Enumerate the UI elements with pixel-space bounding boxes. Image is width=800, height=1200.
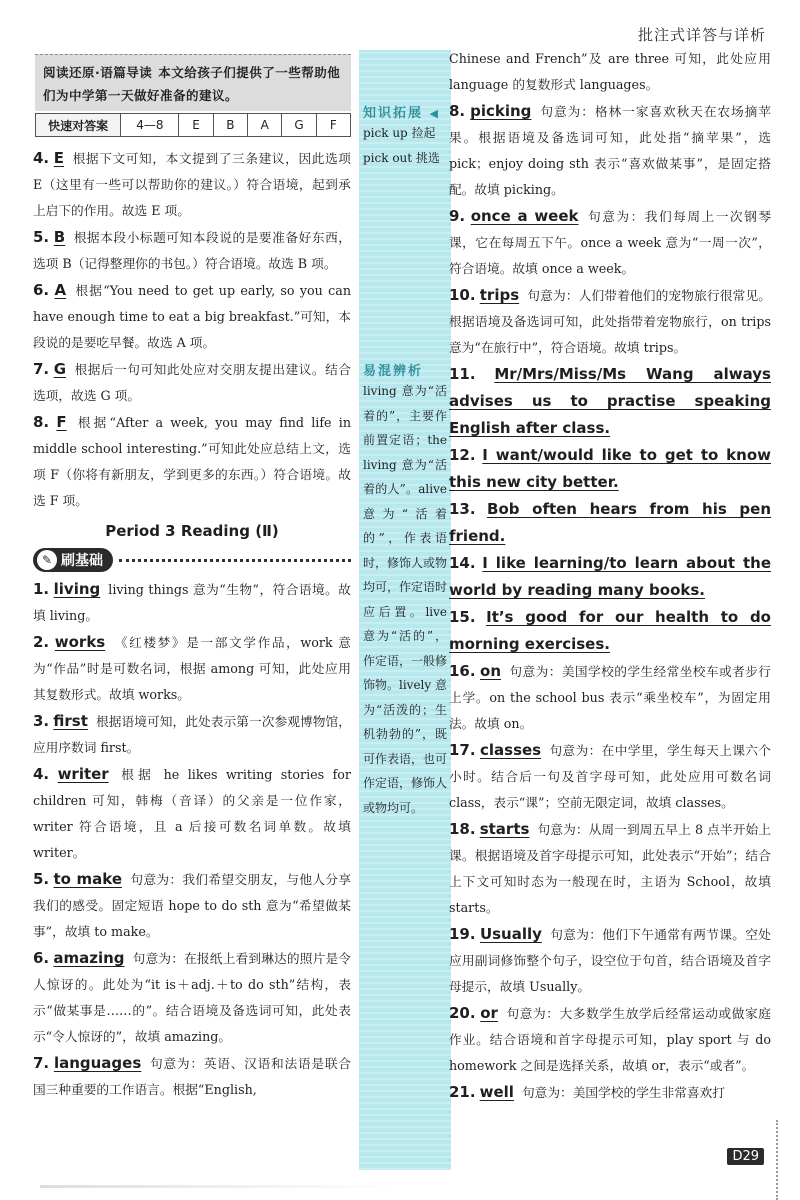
answer-word: G [53, 360, 66, 378]
quick-answer-table [35, 113, 351, 137]
explanation-text: 句意为：我们希望交朋友，与他人分享我们的感受。固定短语 hope to do sth 意为“希望做某事”，故填 to make。 [33, 872, 352, 939]
answer-word: trips [479, 286, 520, 304]
item-number: 14. [449, 554, 476, 572]
answer-item [33, 356, 351, 409]
item-number: 18. [449, 820, 476, 838]
answer-item [449, 816, 771, 921]
explanation-text: 根据下文可知，本文提到了三条建议，因此选项 E（这里有一些可以帮助你的建议。）符合语境，起到承上启下的作用。故选 E 项。 [33, 151, 351, 218]
page-header-title: 批注式详答与详析 [637, 26, 766, 44]
answer-item [33, 576, 351, 629]
explanation-text: 根据“You need to get up early, so you can have enough time to eat a big breakfast.”可知，本段说的是要吃早餐。故选 A 项。 [33, 283, 351, 350]
explanation-text: 根据本段小标题可知本段说的是要准备好东西，选项 B（记得整理你的书包。）符合语境。故选 B 项。 [33, 230, 351, 271]
intro-text: 本文给孩子们提供了一些帮助他们为中学第一天做好准备的建议。 [43, 65, 341, 103]
answer-item [449, 282, 771, 361]
answer-item [33, 708, 351, 761]
answer-word: writer [57, 765, 109, 783]
item-number: 1. [33, 580, 50, 598]
arrow-left-icon: ◀ [429, 107, 441, 120]
explanation-text: 根据后一句可知此处应对交朋友提出建议。结合选项，故选 G 项。 [33, 362, 351, 403]
explanation-text: 根据语境可知，此处表示第一次参观博物馆，应用序数词 first。 [33, 714, 351, 755]
answer-word: E [53, 149, 65, 167]
sentence-item [449, 604, 771, 658]
answer-item [33, 145, 351, 224]
item-number: 3. [33, 712, 50, 730]
section-badge [33, 548, 351, 572]
quick-answer-range: 4—8 [121, 114, 179, 137]
sentence-item [449, 442, 771, 496]
answer-sentence: Mr/Mrs/Miss/Ms Wang always advises us to practise speaking English after class. [449, 365, 771, 437]
answer-item [33, 945, 351, 1050]
left-column [33, 54, 351, 1103]
item-number: 11. [449, 365, 476, 383]
explanation-text: 句意为：人们带着他们的宠物旅行很常见。根据语境及备选词可知，此处指带着宠物旅行，on trips 意为“在旅行中”，符合语境。故填 trips。 [449, 288, 771, 355]
explanation-text: 句意为：我们每周上一次钢琴课，它在每周五下午。once a week 意为“一周一次”，符合语境。故填 once a week。 [449, 209, 772, 276]
item-number: 17. [449, 741, 476, 759]
quick-answer-cell: A [248, 114, 282, 137]
answer-word: B [53, 228, 66, 246]
quick-answer-cell: E [179, 114, 213, 137]
answer-word: A [54, 281, 67, 299]
answer-list-reading [33, 145, 351, 514]
item-number: 4. [33, 765, 50, 783]
explanation-text: living things 意为“生物”，符合语境。故填 living。 [33, 582, 351, 623]
answer-sentence: I want/would like to get to know this new city better. [449, 446, 771, 491]
knowledge-extension-text [359, 121, 451, 170]
answer-word: works [54, 633, 106, 651]
answer-word: living [53, 580, 101, 598]
explanation-text: 句意为：美国学校的学生经常坐校车或者步行上学。on the school bus 表示“乘坐校车”，为固定用法。故填 on。 [449, 664, 771, 731]
explanation-text: 句意为：从周一到周五早上 8 点半开始上课。根据语境及首字母提示可知，此处表示“开始”；结合上下文可知时态为一般现在时，主语为 School，故填 starts。 [449, 822, 771, 915]
answer-item [449, 658, 771, 737]
answer-item [33, 761, 351, 866]
dotted-divider [119, 559, 351, 562]
answer-list-right-bottom [449, 658, 771, 1106]
quick-answer-label: 快速对答案 [36, 114, 121, 137]
explanation-text: 根据“After a week, you may find life in middle school interesting.”可知此处应总结上文，选项 F（你将有新朋友，学到更多的东西。）符合语境。故选 F 项。 [33, 415, 351, 508]
item-number: 13. [449, 500, 476, 518]
answer-sentence: Bob often hears from his pen friend. [449, 500, 771, 545]
answer-item [33, 629, 351, 708]
answer-item [449, 1079, 771, 1106]
answer-item [33, 1050, 351, 1103]
answer-item [449, 46, 771, 98]
answer-word: Usually [479, 925, 542, 943]
explanation-text: 句意为：格林一家喜欢秋天在农场摘苹果。根据语境及备选词可知，此处指“摘苹果”，选 pick；enjoy doing sth 表示“喜欢做某事”，是固定搭配。故填 picking。 [449, 104, 771, 197]
answer-word: first [53, 712, 88, 730]
explanation-text: 句意为：在报纸上看到琳达的照片是令人惊讶的。此处为“it is＋adj.＋to do sth”结构，表示“做某事是……的”。结合语境及备选词可知，此处表示“令人惊讶的”，故填 amazing。 [33, 951, 351, 1044]
answer-word: classes [479, 741, 542, 759]
page-number: D29 [727, 1148, 764, 1165]
answer-word: F [56, 413, 67, 431]
explanation-text: 句意为：在中学里，学生每天上课六个小时。结合后一句及首字母可知，此处应用可数名词 class，表示“课”；空前无限定词，故填 classes。 [449, 743, 771, 810]
sentence-item [449, 361, 771, 442]
quick-answer-cell: G [282, 114, 316, 137]
sentence-item [449, 496, 771, 550]
answer-word: well [479, 1083, 514, 1101]
knowledge-line: pick out 挑选 [363, 150, 440, 165]
period-title: Period 3 Reading (Ⅱ) [105, 522, 279, 540]
item-number: 5. [33, 870, 50, 888]
answer-item [449, 737, 771, 816]
answer-word: to make [53, 870, 123, 888]
confusion-analysis-text: living 意为“活着的”，主要作前置定语；the living 意为“活着的人”。alive 意为“活着的”，作表语时，修饰人或物均可，作定语时应后置。live 意为“活的”，作定语，一般修饰物。lively 意为“活泼的；生机勃勃的”，既可作表语，也可作定语，修饰人或物均可。 [363, 384, 448, 815]
answer-word: once a week [470, 207, 579, 225]
answer-list-right-top [449, 46, 771, 361]
answer-item [33, 224, 351, 277]
sentence-answers [449, 361, 771, 658]
explanation-text: 《红楼梦》是一部文学作品，work 意为“作品”时是可数名词，根据 among 可知，此处应用其复数形式。故填 works。 [33, 635, 351, 702]
answer-sentence: It’s good for our health to do morning exercises. [449, 608, 771, 653]
item-number: 2. [33, 633, 50, 651]
explanation-text: 根据 he likes writing stories for children 可知，韩梅（音译）的父亲是一位作家，writer 符合语境，且 a 后接可数名词单数。故填 writer。 [33, 767, 351, 860]
explanation-text: 句意为：英语、汉语和法语是联合国三种重要的工作语言。根据“English, [33, 1056, 351, 1097]
section-badge-pill [33, 548, 113, 572]
answer-item [449, 203, 771, 282]
item-number: 8. [449, 102, 466, 120]
item-number: 15. [449, 608, 476, 626]
explanation-text: Chinese and French”及 are three 可知，此处应用 language 的复数形式 languages。 [449, 51, 771, 92]
answer-item [449, 1000, 771, 1079]
annotation-sidebar [359, 50, 451, 1170]
answer-sentence: I like learning/to learn about the world by reading many books. [449, 554, 771, 599]
answer-item [449, 98, 771, 203]
item-number: 10. [449, 286, 476, 304]
item-number: 6. [33, 281, 50, 299]
explanation-text: 句意为：美国学校的学生非常喜欢打 [521, 1085, 725, 1100]
answer-word: languages [53, 1054, 142, 1072]
sentence-item [449, 550, 771, 604]
answer-word: starts [479, 820, 530, 838]
answer-word: amazing [53, 949, 125, 967]
item-number: 5. [33, 228, 50, 246]
explanation-text: 句意为：大多数学生放学后经常运动或做家庭作业。结合语境和首字母提示可知，play sport 与 do homework 之间是选择关系，故填 or，表示“或者”。 [449, 1006, 771, 1073]
pencil-icon: ✎ [37, 550, 57, 570]
answer-word: or [480, 1004, 498, 1022]
confusion-analysis-heading: 易混辨析 [363, 364, 424, 379]
answer-list-basics [33, 576, 351, 1103]
knowledge-line: pick up 捡起 [363, 126, 436, 140]
item-number: 7. [33, 360, 50, 378]
answer-item [33, 866, 351, 945]
item-number: 6. [33, 949, 50, 967]
explanation-text: 句意为：他们下午通常有两节课。空处应用副词修饰整个句子，设空位于句首，结合语境及首字母提示，故填 Usually。 [449, 927, 771, 994]
item-number: 20. [449, 1004, 476, 1022]
item-number: 8. [33, 413, 50, 431]
page-corner-dots [776, 1120, 798, 1200]
knowledge-extension-heading: 知识拓展 ◀ [363, 106, 441, 121]
section-badge-label: 刷基础 [61, 553, 103, 569]
item-number: 4. [33, 149, 50, 167]
answer-item [33, 409, 351, 514]
item-number: 16. [449, 662, 476, 680]
answer-item [33, 277, 351, 356]
quick-answer-cell: F [316, 114, 350, 137]
answer-word: picking [470, 102, 532, 120]
bottom-rule [40, 1185, 400, 1188]
intro-tag: 阅读还原·语篇导读 [43, 65, 153, 80]
item-number: 7. [33, 1054, 50, 1072]
quick-answer-cell: B [213, 114, 247, 137]
item-number: 12. [449, 446, 476, 464]
intro-box [35, 54, 351, 111]
answer-item [449, 921, 771, 1000]
answer-word: on [480, 662, 502, 680]
right-column [449, 46, 771, 1106]
item-number: 21. [449, 1083, 476, 1101]
item-number: 19. [449, 925, 476, 943]
item-number: 9. [449, 207, 466, 225]
